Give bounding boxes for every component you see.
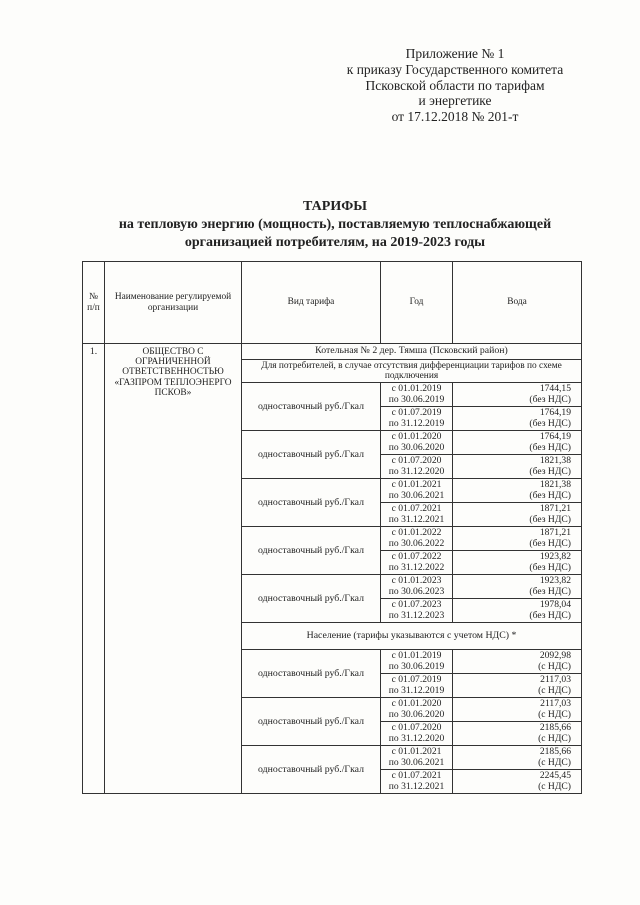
period-cell: [381, 407, 453, 431]
period-end: по 31.12.2022: [388, 561, 445, 573]
period-start: с 01.07.2019: [391, 673, 442, 685]
tariff-type: одноставочный руб./Гкал: [242, 746, 381, 794]
tariff-value: 1764,19: [539, 406, 571, 418]
tariff-value: 1871,21: [539, 502, 571, 514]
vat-note: (без НДС): [529, 585, 571, 597]
table-row: [83, 344, 582, 360]
tariff-value-cell: [453, 575, 582, 599]
period-start: с 01.01.2021: [391, 745, 442, 757]
group-title: Население (тарифы указываются с учетом НДС) *: [242, 623, 582, 650]
period-end: по 30.06.2022: [388, 537, 445, 549]
period-end: по 31.12.2020: [388, 465, 445, 477]
header-line: и энергетике: [418, 93, 492, 109]
period-end: по 31.12.2019: [388, 684, 445, 696]
vat-note: (без НДС): [529, 489, 571, 501]
period-cell: [381, 503, 453, 527]
period-cell: [381, 575, 453, 599]
period-cell: [381, 551, 453, 575]
tariff-value: 2245,45: [539, 769, 571, 781]
tariff-value: 1923,82: [539, 550, 571, 562]
period-cell: [381, 674, 453, 698]
period-end: по 30.06.2019: [388, 393, 445, 405]
period-start: с 01.01.2020: [391, 430, 442, 442]
period-cell: [381, 383, 453, 407]
period-start: с 01.07.2021: [391, 502, 442, 514]
title-line: организацией потребителям, на 2019-2023 годы: [184, 235, 486, 250]
period-start: с 01.01.2019: [391, 382, 442, 394]
tariff-value-cell: [453, 551, 582, 575]
document-title: [60, 198, 610, 252]
tariff-type: одноставочный руб./Гкал: [242, 650, 381, 698]
tariff-value-cell: [453, 527, 582, 551]
tariff-type: одноставочный руб./Гкал: [242, 698, 381, 746]
period-end: по 31.12.2023: [388, 609, 445, 621]
period-end: по 31.12.2019: [388, 417, 445, 429]
tariff-type: одноставочный руб./Гкал: [242, 431, 381, 479]
tariff-value-cell: [453, 599, 582, 623]
col-header-water: Вода: [453, 262, 582, 344]
period-cell: [381, 770, 453, 794]
title-line: на тепловую энергию (мощность), поставляемую теплоснабжающей: [118, 217, 552, 232]
period-start: с 01.07.2019: [391, 406, 442, 418]
vat-note: (без НДС): [529, 417, 571, 429]
tariff-type: одноставочный руб./Гкал: [242, 383, 381, 431]
period-start: с 01.01.2019: [391, 649, 442, 661]
period-cell: [381, 650, 453, 674]
tariff-value-cell: [453, 746, 582, 770]
col-header-year: Год: [381, 262, 453, 344]
vat-note: (без НДС): [529, 441, 571, 453]
tariff-value-cell: [453, 650, 582, 674]
tariff-value-cell: [453, 722, 582, 746]
period-cell: [381, 722, 453, 746]
period-cell: [381, 746, 453, 770]
period-end: по 30.06.2021: [388, 489, 445, 501]
col-header-org: Наименование регулируемой организации: [105, 262, 242, 344]
period-start: с 01.07.2022: [391, 550, 442, 562]
period-start: с 01.07.2023: [391, 598, 442, 610]
col-header-tariff-type: Вид тарифа: [242, 262, 381, 344]
vat-note: (без НДС): [529, 537, 571, 549]
tariff-value: 2185,66: [539, 721, 571, 733]
vat-note: (без НДС): [529, 561, 571, 573]
vat-note: (без НДС): [529, 465, 571, 477]
period-end: по 31.12.2021: [388, 780, 445, 792]
period-end: по 30.06.2020: [388, 708, 445, 720]
tariff-value-cell: [453, 770, 582, 794]
period-end: по 30.06.2019: [388, 660, 445, 672]
tariff-value: 1764,19: [539, 430, 571, 442]
vat-note: (с НДС): [538, 732, 571, 744]
tariff-value: 2117,03: [540, 673, 571, 685]
table-header-row: [83, 262, 582, 344]
period-cell: [381, 431, 453, 455]
header-line: от 17.12.2018 № 201-т: [391, 109, 519, 125]
tariff-value: 2092,98: [539, 649, 571, 661]
period-start: с 01.01.2020: [391, 697, 442, 709]
boiler-name: Котельная № 2 дер. Тямша (Псковский район): [242, 344, 582, 360]
organization-name: ОБЩЕСТВО С ОГРАНИЧЕННОЙ ОТВЕТСТВЕННОСТЬЮ «ГАЗПРОМ ТЕПЛОЭНЕРГО ПСКОВ»: [105, 344, 242, 794]
tariff-value-cell: [453, 674, 582, 698]
tariff-value-cell: [453, 503, 582, 527]
tariff-value: 1821,38: [539, 454, 571, 466]
tariff-type: одноставочный руб./Гкал: [242, 527, 381, 575]
tariff-value-cell: [453, 407, 582, 431]
period-cell: [381, 455, 453, 479]
period-cell: [381, 599, 453, 623]
period-start: с 01.07.2020: [391, 721, 442, 733]
tariff-value: 1871,21: [539, 526, 571, 538]
tariff-table: [82, 261, 582, 794]
period-end: по 30.06.2020: [388, 441, 445, 453]
vat-note: (с НДС): [538, 756, 571, 768]
vat-note: (с НДС): [538, 684, 571, 696]
period-end: по 30.06.2023: [388, 585, 445, 597]
vat-note: (без НДС): [529, 393, 571, 405]
period-cell: [381, 527, 453, 551]
period-start: с 01.07.2020: [391, 454, 442, 466]
document-header: [320, 46, 590, 125]
period-end: по 31.12.2020: [388, 732, 445, 744]
tariff-value: 1978,04: [539, 598, 571, 610]
tariff-type: одноставочный руб./Гкал: [242, 575, 381, 623]
tariff-value: 2185,66: [539, 745, 571, 757]
tariff-value-cell: [453, 383, 582, 407]
tariff-value: 2117,03: [540, 697, 571, 709]
tariff-value: 1923,82: [539, 574, 571, 586]
tariff-value: 1821,38: [539, 478, 571, 490]
row-number: 1.: [83, 344, 105, 794]
group-title: Для потребителей, в случае отсутствия дифференциации тарифов по схеме подключения: [242, 360, 582, 383]
period-cell: [381, 698, 453, 722]
tariff-type: одноставочный руб./Гкал: [242, 479, 381, 527]
vat-note: (с НДС): [538, 780, 571, 792]
vat-note: (с НДС): [538, 660, 571, 672]
header-line: к приказу Государственного комитета: [346, 61, 564, 77]
tariff-value-cell: [453, 698, 582, 722]
tariff-value-cell: [453, 431, 582, 455]
tariff-value: 1744,15: [539, 382, 571, 394]
vat-note: (без НДС): [529, 513, 571, 525]
header-line: Приложение № 1: [405, 46, 505, 61]
tariff-value-cell: [453, 455, 582, 479]
period-start: с 01.01.2021: [391, 478, 442, 490]
period-start: с 01.07.2021: [391, 769, 442, 781]
period-cell: [381, 479, 453, 503]
title-line: ТАРИФЫ: [303, 199, 367, 214]
period-start: с 01.01.2022: [391, 526, 442, 538]
period-end: по 31.12.2021: [388, 513, 445, 525]
header-line: Псковской области по тарифам: [365, 77, 545, 93]
period-start: с 01.01.2023: [391, 574, 442, 586]
period-end: по 30.06.2021: [388, 756, 445, 768]
tariff-value-cell: [453, 479, 582, 503]
vat-note: (без НДС): [529, 609, 571, 621]
col-header-num: № п/п: [83, 262, 105, 344]
vat-note: (с НДС): [538, 708, 571, 720]
